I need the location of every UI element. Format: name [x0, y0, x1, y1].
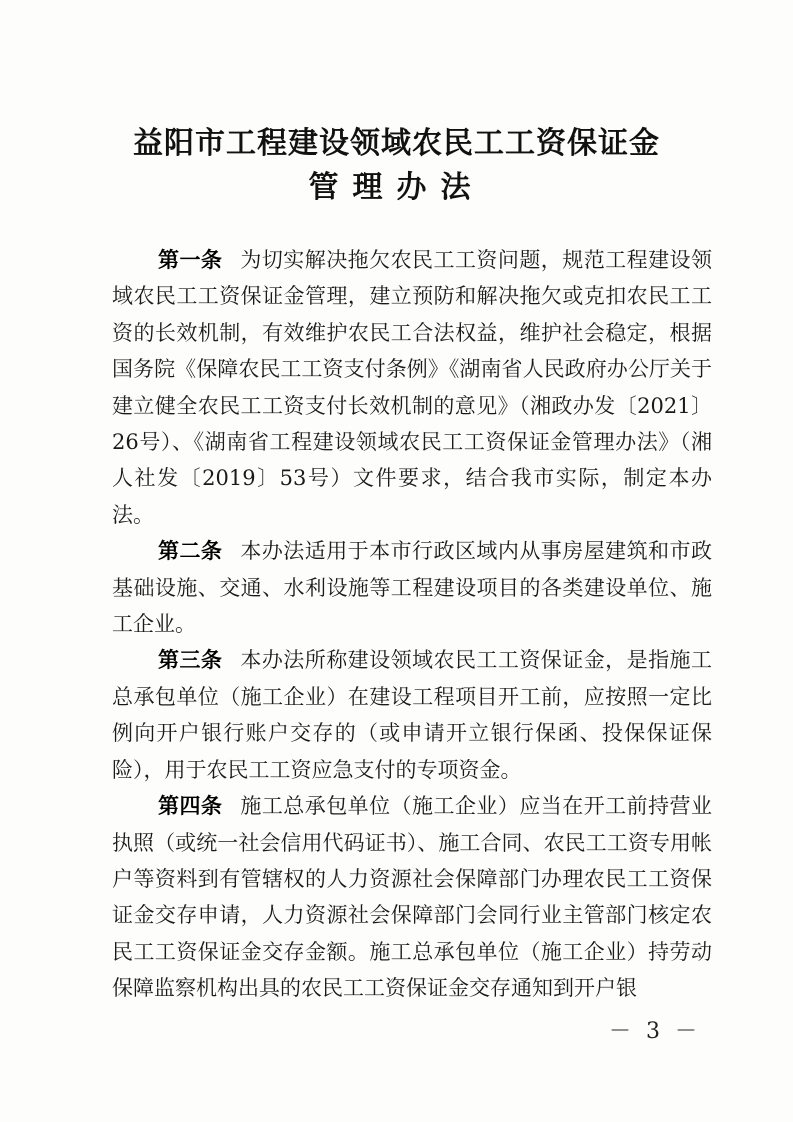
- article-3-text: 本办法所称建设领域农民工工资保证金，是指施工总承包单位（施工企业）在建设工程项目开工前，应按照一定比例向开户银行账户交存的（或申请开立银行保函、投保保证保险），用于农民工工资应急支付的专项资金。: [112, 648, 712, 782]
- article-4-text: 施工总承包单位（施工企业）应当在开工前持营业执照（或统一社会信用代码证书）、施工合同、农民工工资专用帐户等资料到有管辖权的人力资源社会保障部门办理农民工工资保证金交存申请，人力资源社会保障部门会同行业主管部门核定农民工工资保证金交存金额。施工总承包单位（施工企业）持劳动保障监察机构出具的农民工工资保证金交存通知到开户银: [112, 794, 712, 1001]
- article-1-heading: 第一条: [158, 247, 223, 272]
- article-2-heading: 第二条: [158, 538, 223, 564]
- article-3-heading: 第三条: [158, 647, 223, 673]
- article-2-text: 本办法适用于本市行政区域内从事房屋建筑和市政基础设施、交通、水利设施等工程建设项目的各类建设单位、施工企业。: [112, 539, 712, 637]
- article-1-text: 为切实解决拖欠农民工工资问题，规范工程建设领域农民工工资保证金管理，建立预防和解决拖欠或克扣农民工工资的长效机制，有效维护农民工合法权益，维护社会稳定，根据国务院《保障农民工工资支付条例》《湖南省人民政府办公厅关于建立健全农民工工资支付长效机制的意见》（湘政办发〔2021〕26号）、《湖南省工程建设领域农民工工资保证金管理办法》（湘人社发〔2019〕53号）文件要求，结合我市实际，制定本办法。: [112, 248, 712, 527]
- page-number: － 3 －: [609, 1019, 701, 1044]
- document-title-line-1: 益阳市工程建设领域农民工工资保证金: [133, 126, 660, 161]
- article-4: [112, 788, 712, 1006]
- article-2: [112, 533, 712, 642]
- document-body: [112, 242, 712, 1007]
- document-title-line-2: 管理办法: [308, 170, 485, 205]
- article-1: [112, 242, 712, 533]
- article-4-heading: 第四条: [158, 793, 223, 819]
- article-3: [112, 642, 712, 788]
